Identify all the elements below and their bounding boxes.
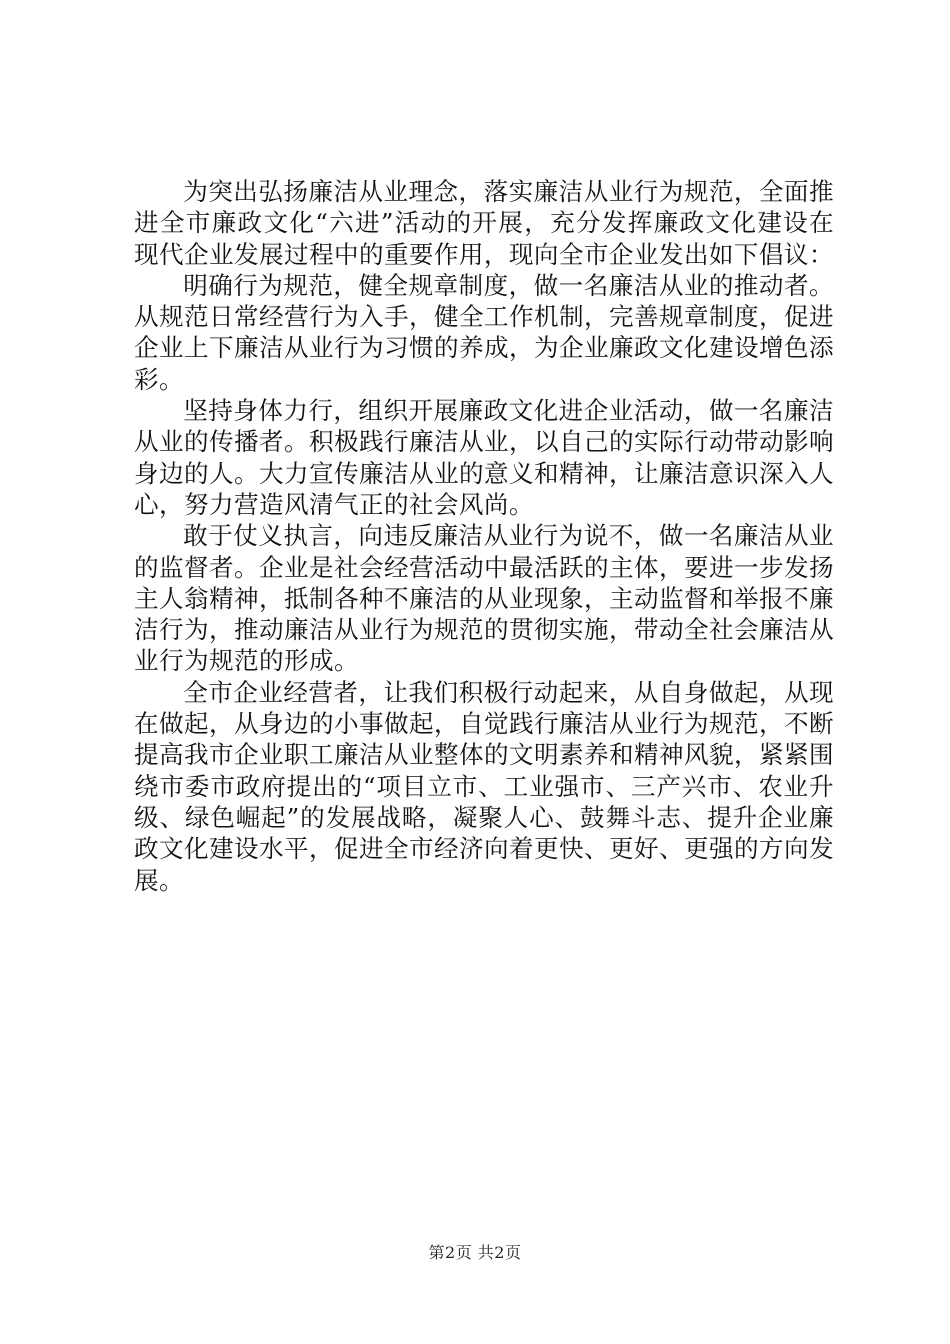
paragraph-proposal-intro: 为突出弘扬廉洁从业理念，落实廉洁从业行为规范，全面推进全市廉政文化“六进”活动的开展，充分发挥廉政文化建设在现代企业发展过程中的重要作用，现向全市企业发出如下倡议： xyxy=(134,177,834,269)
page-footer xyxy=(0,1243,950,1263)
paragraph-disseminator: 坚持身体力行，组织开展廉政文化进企业活动，做一名廉洁从业的传播者。积极践行廉洁从业，以自己的实际行动带动影响身边的人。大力宣传廉洁从业的意义和精神，让廉洁意识深入人心，努力营造风清气正的社会风尚。 xyxy=(134,396,834,519)
paragraph-call-to-action: 全市企业经营者，让我们积极行动起来，从自身做起，从现在做起，从身边的小事做起，自觉践行廉洁从业行为规范，不断提高我市企业职工廉洁从业整体的文明素养和精神风貌，紧紧围绕市委市政府提出的“项目立市、工业强市、三产兴市、农业升级、绿色崛起”的发展战略，凝聚人心、鼓舞斗志、提升企业廉政文化建设水平，促进全市经济向着更快、更好、更强的方向发展。 xyxy=(134,677,834,895)
paragraph-promoter: 明确行为规范，健全规章制度，做一名廉洁从业的推动者。从规范日常经营行为入手，健全工作机制，完善规章制度，促进企业上下廉洁从业行为习惯的养成，为企业廉政文化建设增色添彩。 xyxy=(134,270,834,394)
document-body xyxy=(134,176,834,896)
page-number: 第2页 共2页 xyxy=(428,1243,522,1262)
paragraph-supervisor: 敢于仗义执言，向违反廉洁从业行为说不，做一名廉洁从业的监督者。企业是社会经营活动中最活跃的主体，要进一步发扬主人翁精神，抵制各种不廉洁的从业现象，主动监督和举报不廉洁行为，推动廉洁从业行为规范的贯彻实施，带动全社会廉洁从业行为规范的形成。 xyxy=(134,521,834,676)
